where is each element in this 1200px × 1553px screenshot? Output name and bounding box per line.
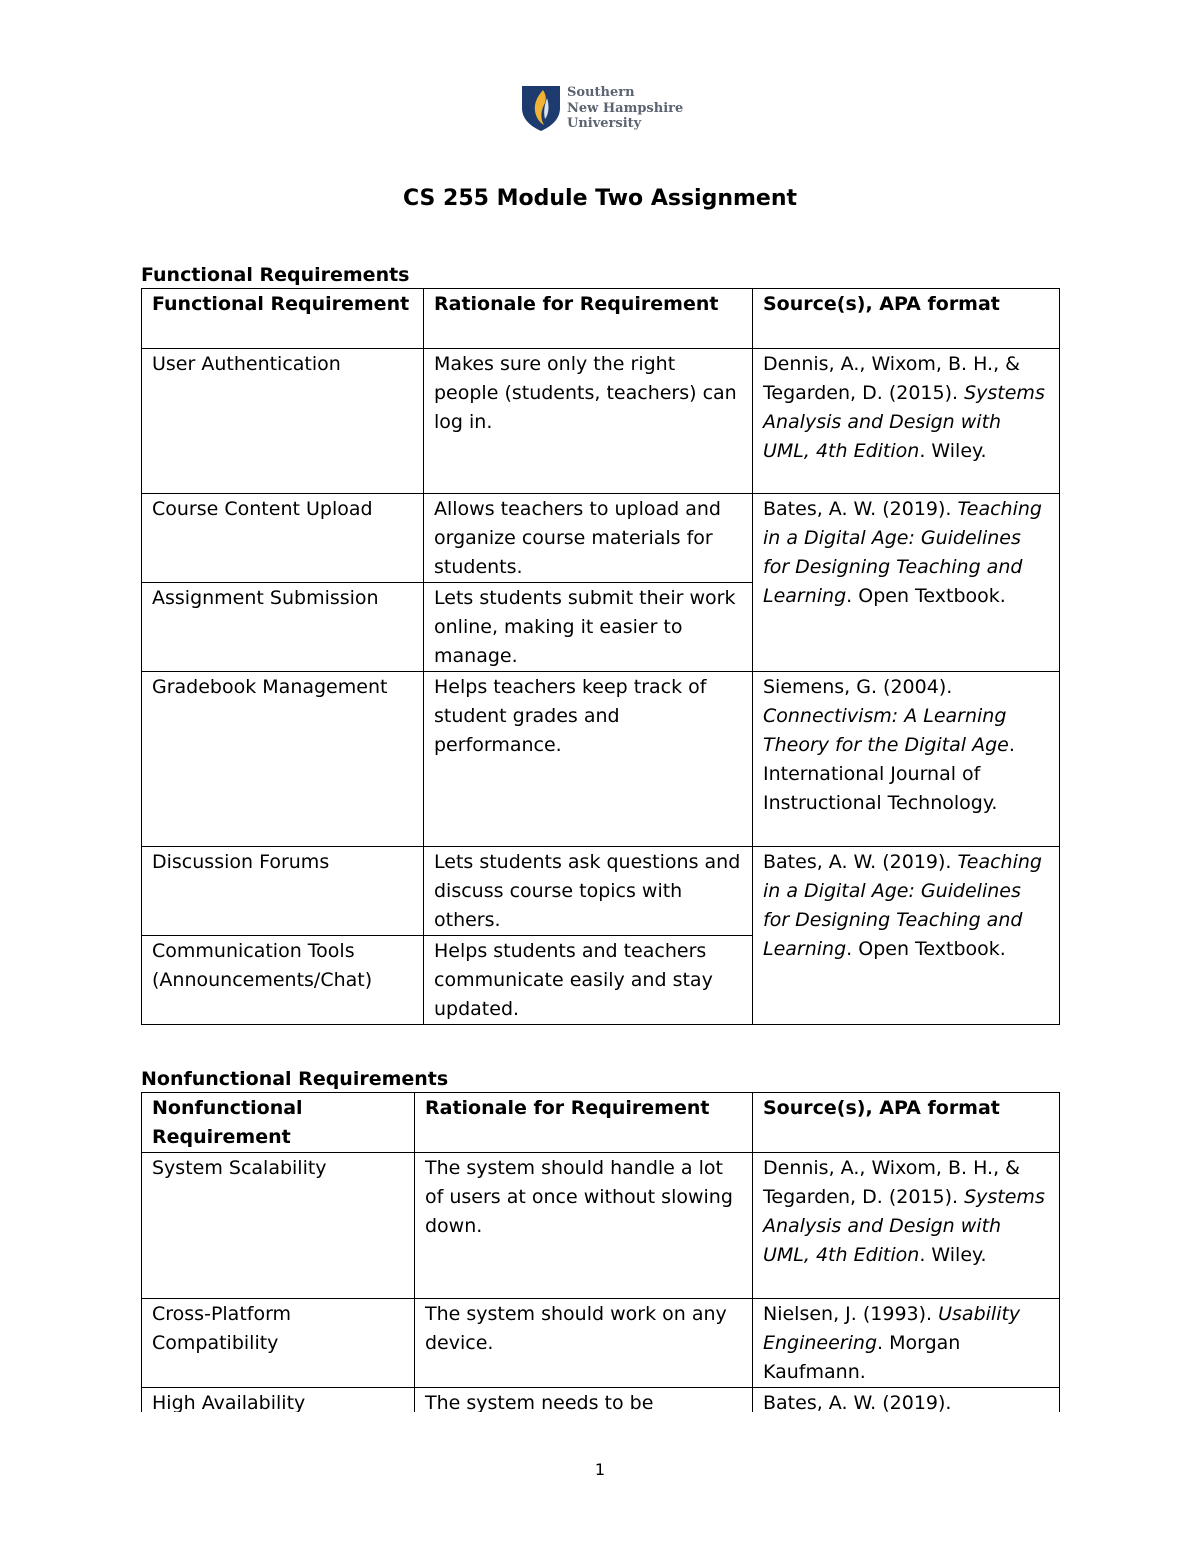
source-text: . Open Textbook. xyxy=(846,938,1006,960)
table-row xyxy=(142,1299,1060,1388)
requirement-cell: System Scalability xyxy=(142,1153,415,1299)
source-text: . Wiley. xyxy=(919,440,987,462)
page-number: 1 xyxy=(594,1460,606,1479)
rationale-cell: Lets students ask questions and discuss course topics with others. xyxy=(424,847,753,936)
rationale-cell: The system should work on any device. xyxy=(415,1299,753,1388)
functional-requirements-heading: Functional Requirements xyxy=(141,264,410,286)
table-row xyxy=(142,1388,1060,1413)
rationale-cell: The system needs to be xyxy=(415,1388,753,1413)
nonfunctional-requirements-heading: Nonfunctional Requirements xyxy=(141,1068,449,1090)
source-text: Nielsen, J. (1993). xyxy=(763,1303,933,1325)
logo-line: Southern xyxy=(567,85,635,100)
source-text: Dennis, A., Wixom, B. H., & Tegarden, D. (2015). xyxy=(763,1157,1020,1208)
column-header: Functional Requirement xyxy=(142,289,424,349)
source-text: . Open Textbook. xyxy=(846,585,1006,607)
requirement-cell: Communication Tools (Announcements/Chat) xyxy=(142,936,424,1025)
requirement-cell: Gradebook Management xyxy=(142,672,424,847)
column-header: Rationale for Requirement xyxy=(415,1093,753,1153)
column-header: Rationale for Requirement xyxy=(424,289,753,349)
rationale-cell: Makes sure only the right people (students, teachers) can log in. xyxy=(424,349,753,494)
document-title: CS 255 Module Two Assignment xyxy=(402,186,798,211)
requirement-cell: User Authentication xyxy=(142,349,424,494)
logo-line: University xyxy=(567,116,642,131)
logo-line: New Hampshire xyxy=(567,100,684,116)
source-text: Dennis, A., Wixom, B. H., & Tegarden, D. (2015). xyxy=(763,353,1020,404)
nonfunctional-requirements-table xyxy=(141,1092,1060,1412)
source-text: . International Journal of Instructional Technology. xyxy=(763,734,1015,814)
column-header: Nonfunctional Requirement xyxy=(142,1093,415,1153)
rationale-cell: Allows teachers to upload and organize course materials for students. xyxy=(424,494,753,583)
source-text: . Wiley. xyxy=(919,1244,987,1266)
source-text: . Morgan Kaufmann. xyxy=(763,1332,961,1383)
column-header: Source(s), APA format xyxy=(753,289,1060,349)
source-cell xyxy=(753,1299,1060,1388)
source-cell: Bates, A. W. (2019). xyxy=(753,1388,1060,1413)
source-title: Usability Engineering xyxy=(763,1303,1021,1354)
source-title: Systems Analysis and Design with UML, 4th Edition xyxy=(763,382,1045,462)
rationale-cell: Lets students submit their work online, making it easier to manage. xyxy=(424,583,753,672)
source-text: Bates, A. W. (2019). xyxy=(763,498,952,520)
source-title: Connectivism: A Learning Theory for the Digital Age xyxy=(763,705,1009,756)
requirement-cell: High Availability xyxy=(142,1388,415,1413)
source-text: Bates, A. W. (2019). xyxy=(763,851,952,873)
rationale-cell: Helps students and teachers communicate easily and stay updated. xyxy=(424,936,753,1025)
column-header: Source(s), APA format xyxy=(753,1093,1060,1153)
source-title: Systems Analysis and Design with UML, 4th Edition xyxy=(763,1186,1045,1266)
rationale-cell: Helps teachers keep track of student grades and performance. xyxy=(424,672,753,847)
source-text: Siemens, G. (2004). xyxy=(763,676,953,698)
requirement-cell: Cross-Platform Compatibility xyxy=(142,1299,415,1388)
requirement-cell: Discussion Forums xyxy=(142,847,424,936)
requirement-cell: Assignment Submission xyxy=(142,583,424,672)
source-cell xyxy=(753,1153,1060,1299)
requirement-cell: Course Content Upload xyxy=(142,494,424,583)
table-header-row xyxy=(142,1093,1060,1153)
table-row xyxy=(142,1153,1060,1299)
source-title: Teaching in a Digital Age: Guidelines for Designing Teaching and Learning xyxy=(763,851,1042,960)
rationale-cell: The system should handle a lot of users at once without slowing down. xyxy=(415,1153,753,1299)
source-title: Teaching in a Digital Age: Guidelines for Designing Teaching and Learning xyxy=(763,498,1042,607)
